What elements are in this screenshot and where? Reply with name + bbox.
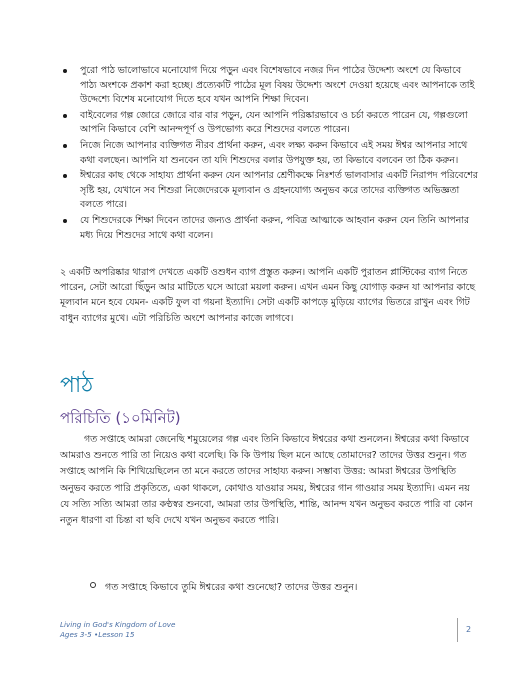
question-text: গত সপ্তাহে কিভাবে তুমি ঈশ্বরের কথা শুনেছো? তাদের উত্তর শুনুন। bbox=[105, 582, 358, 593]
bullet-icon bbox=[63, 69, 67, 73]
list-item bbox=[60, 214, 480, 243]
footer-divider bbox=[457, 618, 458, 642]
circle-bullet-icon bbox=[90, 582, 96, 588]
section-heading: পাঠ bbox=[60, 373, 94, 398]
question-item bbox=[90, 581, 480, 595]
bullet-text: পুরো পাঠ ভালোভাবে মনোযোগ দিয়ে পড়ুন এবং বিশেষভাবে নজর দিন পাঠের উদ্দেশ্য অংশে যে কিভাবে পাঠ্য অংশকে প্রকাশ করা হচ্ছে। প্রত্যেকটি পাঠের মূল বিষয় উদ্দেশ্য অংশে দেওয়া হয়েছে এবং আপনাকে তাই উদ্দেশ্যে বিশেষ মনোযোগ দিতে হবে যখন আপনি শিক্ষা দিবেন। bbox=[80, 65, 475, 106]
bullet-icon bbox=[63, 219, 67, 223]
bullet-icon bbox=[63, 114, 67, 118]
bullet-text: বাইবেলের গল্প জোরে জোরে বার বার পড়ুন, যেন আপনি পরিষ্কারভাবে ও চর্চা করতে পারেন যে, গল্পগুলো আপনি কিভাবে বেশি আনন্দপূর্ণ ও উপভোগ্য করে শিশুদের বলতে পারেন। bbox=[80, 109, 468, 136]
bullet-icon bbox=[63, 144, 67, 148]
bullet-text: নিজে নিজে আপনার ব্যক্তিগত নীরব প্রার্থনা করুন, এবং লক্ষ্য করুন কিভাবে এই সময় ঈশ্বর আপনার সাথে কথা বলছেন। আপনি যা শুনবেন তা যদি শিশুদের বলার উপযুক্ত হয়, তা কিভাবে বলবেন তা ঠিক করুন। bbox=[80, 139, 468, 166]
footer bbox=[60, 620, 175, 640]
preparation-list bbox=[60, 64, 480, 244]
list-item bbox=[60, 64, 480, 108]
page-number: 2 bbox=[466, 625, 472, 634]
bullet-text: ঈশ্বরের কাছ থেকে সাহায্য প্রার্থনা করুন যেন আপনার শ্রেণীকক্ষে নিঃশর্ত ভালবাসার একটি নিরাপদ পরিবেশের সৃষ্টি হয়, যেখানে সব শিশুরা নিজেদেরকে মূল্যবান ও গ্রহনযোগ্য অনুভব করে তাদের ব্যক্তিগত অভিজ্ঞতা বলতে পারে। bbox=[80, 170, 478, 211]
list-item bbox=[60, 169, 480, 213]
section-subheading: পরিচিতি (১০মিনিট) bbox=[60, 409, 181, 427]
list-item bbox=[60, 109, 480, 138]
bullet-text: যে শিশুদেরকে শিক্ষা দিবেন তাদের জন্যও প্রার্থনা করুন, পবিত্র আত্মাকে আহবান করুন যেন তিনি আপনার মধ্য দিয়ে শিশুদের সাথে কথা বলেন। bbox=[80, 214, 469, 241]
activity-paragraph: ২ একটি অপরিষ্কার থারাপ দেখতে একটি ওশুধন ব্যাগ প্রস্তুত করুন। আপনি একটি পুরাতন প্লাস্টিকের ব্যাগ নিতে পারেন, সেটা আরো ছিঁড়ুন আর মাটিতে ঘসে আরো ময়লা করুন। এখন এমন কিছু যোগাড় করুন যা আপনার কাছে মূল্যবান মনে হবে যেমন- একটি ফুল বা গয়না ইত্যাদি। সেটা একটি কাপড়ে মুড়িয়ে ব্যাগের ভিতরে রাখুন এবং গিট বাধুন ব্যাগের মুখে। এটা পরিচিতি অংশে আপনার কাজে লাগবে। bbox=[60, 267, 476, 324]
bullet-icon bbox=[63, 174, 67, 178]
intro-paragraph: গত সপ্তাহে আমরা জেনেছি শমুয়েলের গল্প এবং তিনি কিভাবে ঈশ্বরের কথা শুনলেন। ঈশ্বরের কথা কিভাবে আমরাও শুনতে পারি তা নিয়েও কথা বলেছি। কি কি উপায় ছিল মনে আছে তোমাদের? তাদের উত্তর শুনুন। গত সপ্তাহে আপনি কি শিখিয়েছিলেন তা মনে করতে তাদের সাহায্য করুন। সম্ভাব্য উত্তর: আমরা ঈশ্বরের উপস্থিতি অনুভব করতে পারি প্রকৃতিতে, একা থাকলে, কোথাও যাওয়ার সময়, ঈশ্বরের গান গাওয়ার সময় ইত্যাদি। এমন নয় যে সত্যি সত্যি আমরা তার কণ্ঠস্বর শুনবো, আমরা তার উপস্থিতি, শান্তি, আনন্দ যখন অনুভব করতে পারি বা কোন নতুন ধারণা বা চিন্তা বা ছবি দেখে যখন অনুভব করতে পারি। bbox=[60, 434, 473, 527]
footer-title: Living in God's Kingdom of Love bbox=[60, 620, 176, 629]
list-item bbox=[60, 139, 480, 168]
footer-subtitle: Ages 3-5 •Lesson 15 bbox=[60, 630, 135, 639]
